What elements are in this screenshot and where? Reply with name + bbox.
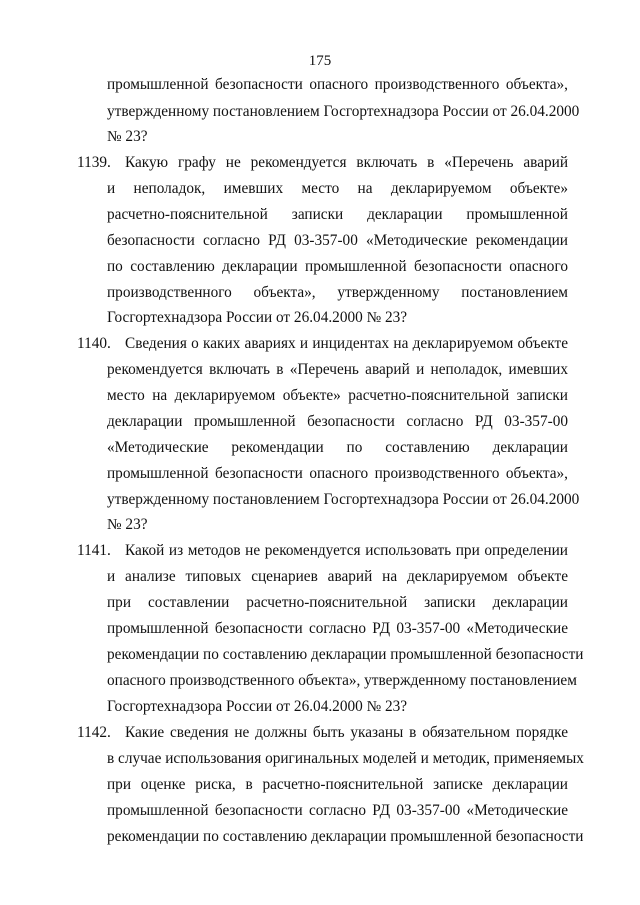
text-line: промышленной безопасности опасного производственного объекта», [107,76,568,93]
question-number: 1139. [77,154,111,171]
page-number: 175 [308,53,332,69]
question-number: 1142. [77,724,111,741]
text-line: рекомендуется включать в «Перечень аварий и неполадок, имевших [107,361,568,378]
question-number: 1140. [77,335,111,352]
text-line: при составлении расчетно-пояснительной записки декларации [107,594,568,611]
text-line: Какие сведения не должны быть указаны в обязательном порядке [125,724,568,741]
text-line: промышленной безопасности опасного производственного объекта», [107,465,568,482]
text-line: № 23? [107,516,148,533]
text-line: производственного объекта», утвержденному постановлением [107,284,568,301]
text-line: опасного производственного объекта», утвержденному постановлением [107,672,577,689]
text-line: Сведения о каких авариях и инцидентах на декларируемом объекте [125,335,568,352]
text-line: и анализе типовых сценариев аварий на декларируемом объекте [107,568,568,585]
text-line: утвержденному постановлением Госгортехнадзора России от 26.04.2000 [107,103,580,120]
text-line: расчетно-пояснительной записки декларации промышленной [107,206,568,223]
text-line: промышленной безопасности согласно РД 03-357-00 «Методические [107,620,568,637]
text-line: промышленной безопасности согласно РД 03-357-00 «Методические [107,802,568,819]
text-line: место на декларируемом объекте» расчетно-пояснительной записки [107,387,568,404]
text-line: и неполадок, имевших место на декларируемом объекте» [107,180,568,197]
text-line: при оценке риска, в расчетно-пояснительной записке декларации [107,776,568,793]
text-line: Госгортехнадзора России от 26.04.2000 № 23? [107,698,408,715]
text-line: № 23? [107,128,148,145]
text-line: утвержденному постановлением Госгортехнадзора России от 26.04.2000 [107,491,580,508]
text-line: безопасности согласно РД 03-357-00 «Методические рекомендации [107,232,568,249]
text-line: в случае использования оригинальных моделей и методик, применяемых [107,750,584,767]
text-line: рекомендации по составлению декларации промышленной безопасности [107,646,584,663]
text-line: рекомендации по составлению декларации промышленной безопасности [107,828,584,845]
question-number: 1141. [77,542,111,559]
text-line: декларации промышленной безопасности согласно РД 03-357-00 [107,413,568,430]
text-line: Госгортехнадзора России от 26.04.2000 № 23? [107,309,408,326]
text-line: «Методические рекомендации по составлению декларации [107,439,568,456]
text-line: Какой из методов не рекомендуется использовать при определении [125,542,568,559]
text-line: Какую графу не рекомендуется включать в «Перечень аварий [125,154,568,171]
text-line: по составлению декларации промышленной безопасности опасного [107,258,568,275]
